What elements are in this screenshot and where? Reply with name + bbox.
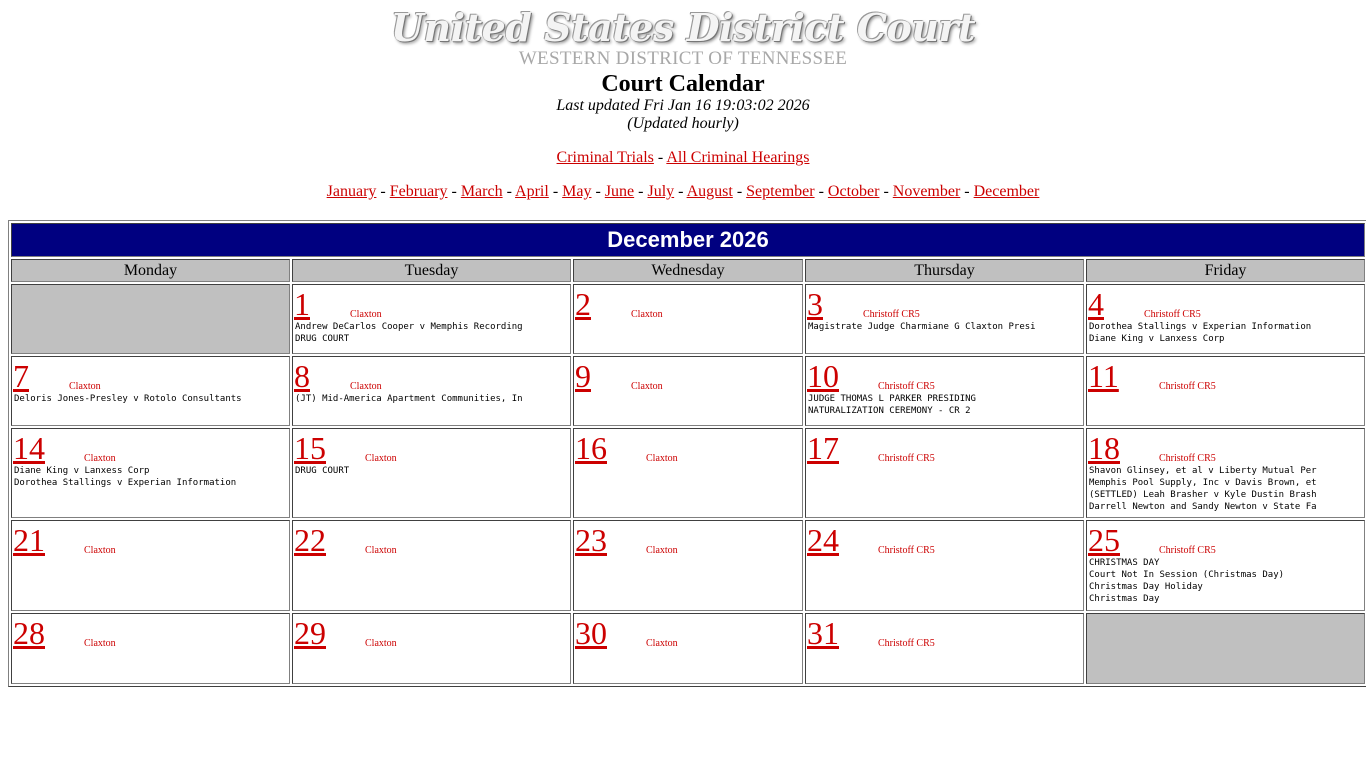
- judge-label: Claxton: [84, 453, 116, 464]
- event-list: [14, 393, 289, 405]
- day-cell: [573, 428, 803, 518]
- page-title: Court Calendar: [601, 71, 765, 97]
- event-item[interactable]: (JT) Mid-America Apartment Communities, In: [295, 394, 523, 404]
- day-cell: [1086, 356, 1365, 426]
- event-item[interactable]: Diane King v Lanxess Corp: [14, 466, 150, 476]
- calendar-week-row: [11, 356, 1365, 426]
- event-item[interactable]: DRUG COURT: [295, 466, 350, 476]
- link-separator: -: [653, 149, 667, 166]
- event-item[interactable]: Diane King v Lanxess Corp: [1089, 334, 1225, 344]
- day-cell: [573, 613, 803, 684]
- link-separator: -: [674, 183, 687, 200]
- judge-label: Claxton: [646, 453, 678, 464]
- link-separator: -: [376, 183, 390, 200]
- day-number-link[interactable]: 16: [575, 430, 607, 466]
- judge-label: Claxton: [646, 638, 678, 649]
- court-logo-title: United States District Court: [390, 5, 976, 50]
- day-cell: [11, 613, 290, 684]
- event-item[interactable]: Andrew DeCarlos Cooper v Memphis Recording: [295, 322, 523, 332]
- month-link-august[interactable]: August: [686, 183, 733, 200]
- judge-label: Claxton: [365, 453, 397, 464]
- day-cell: [11, 428, 290, 518]
- day-cell: [292, 428, 571, 518]
- month-link-may[interactable]: May: [562, 183, 592, 200]
- calendar-week-row: [11, 613, 1365, 684]
- judge-label: Claxton: [365, 545, 397, 556]
- judge-label: Claxton: [84, 545, 116, 556]
- judge-label: Christoff CR5: [878, 638, 935, 649]
- day-cell: [805, 613, 1084, 684]
- calendar-weeks: [11, 284, 1365, 684]
- weekday-friday: Friday: [1086, 259, 1365, 282]
- day-number-link[interactable]: 31: [807, 615, 839, 651]
- day-cell: [1086, 520, 1365, 611]
- weekday-monday: Monday: [11, 259, 290, 282]
- day-number-link[interactable]: 25: [1088, 522, 1120, 558]
- day-number-link[interactable]: 9: [575, 358, 591, 394]
- day-number-link[interactable]: 28: [13, 615, 45, 651]
- day-number-link[interactable]: 17: [807, 430, 839, 466]
- event-list: [808, 321, 1083, 333]
- empty-day-cell: [11, 284, 290, 354]
- judge-label: Christoff CR5: [863, 309, 920, 320]
- day-cell: [292, 613, 571, 684]
- event-list: [295, 465, 570, 477]
- day-number-link[interactable]: 30: [575, 615, 607, 651]
- day-number-link[interactable]: 24: [807, 522, 839, 558]
- day-number-link[interactable]: 8: [294, 358, 310, 394]
- day-number-link[interactable]: 29: [294, 615, 326, 651]
- link-separator: -: [502, 183, 516, 200]
- court-logo-subtitle: WESTERN DISTRICT OF TENNESSEE: [518, 48, 848, 69]
- last-updated: Last updated Fri Jan 16 19:03:02 2026: [556, 97, 810, 114]
- judge-label: Claxton: [631, 381, 663, 392]
- empty-day-cell: [1086, 613, 1365, 684]
- all-criminal-hearings-link[interactable]: All Criminal Hearings: [666, 149, 810, 166]
- judge-label: Claxton: [365, 638, 397, 649]
- event-item[interactable]: Magistrate Judge Charmiane G Claxton Presi: [808, 322, 1036, 332]
- day-number-link[interactable]: 21: [13, 522, 45, 558]
- day-number-link[interactable]: 15: [294, 430, 326, 466]
- event-item[interactable]: Dorothea Stallings v Experian Information: [14, 478, 237, 488]
- month-nav: [0, 183, 1366, 201]
- day-number-link[interactable]: 14: [13, 430, 45, 466]
- month-link-november[interactable]: November: [892, 183, 961, 200]
- event-item[interactable]: JUDGE THOMAS L PARKER PRESIDING: [808, 394, 976, 404]
- month-link-june[interactable]: June: [604, 183, 635, 200]
- event-item[interactable]: Darrell Newton and Sandy Newton v State Fa: [1089, 502, 1317, 512]
- day-cell: [573, 520, 803, 611]
- day-cell: [805, 520, 1084, 611]
- event-item[interactable]: Shavon Glinsey, et al v Liberty Mutual Per: [1089, 466, 1317, 476]
- day-cell: [573, 284, 803, 354]
- judge-label: Christoff CR5: [878, 381, 935, 392]
- day-cell: [573, 356, 803, 426]
- link-separator: -: [591, 183, 605, 200]
- page-header: [0, 0, 1366, 201]
- day-number-link[interactable]: 18: [1088, 430, 1120, 466]
- month-link-september[interactable]: September: [746, 183, 815, 200]
- judge-label: Claxton: [631, 309, 663, 320]
- event-item[interactable]: Court Not In Session (Christmas Day): [1089, 570, 1285, 580]
- calendar-week-row: [11, 428, 1365, 518]
- day-cell: [292, 356, 571, 426]
- event-item[interactable]: NATURALIZATION CEREMONY - CR 2: [808, 406, 971, 416]
- event-item[interactable]: Deloris Jones-Presley v Rotolo Consultants: [14, 394, 242, 404]
- event-list: [1089, 321, 1364, 345]
- calendar-week-row: [11, 520, 1365, 611]
- weekday-thursday: Thursday: [805, 259, 1084, 282]
- weekday-header-row: [11, 259, 1365, 282]
- event-item[interactable]: Christmas Day Holiday: [1089, 582, 1203, 592]
- judge-label: Christoff CR5: [1159, 381, 1216, 392]
- event-list: [14, 465, 289, 489]
- day-number-link[interactable]: 10: [807, 358, 839, 394]
- judge-label: Claxton: [69, 381, 101, 392]
- event-list: [295, 321, 570, 345]
- judge-label: Christoff CR5: [878, 453, 935, 464]
- day-number-link[interactable]: 1: [294, 286, 310, 322]
- day-number-link[interactable]: 22: [294, 522, 326, 558]
- link-separator: -: [548, 183, 563, 200]
- event-item[interactable]: DRUG COURT: [295, 334, 350, 344]
- month-link-october[interactable]: October: [827, 183, 880, 200]
- link-separator: -: [879, 183, 893, 200]
- day-cell: [805, 428, 1084, 518]
- day-cell: [805, 284, 1084, 354]
- event-item[interactable]: (SETTLED) Leah Brasher v Kyle Dustin Brash: [1089, 490, 1317, 500]
- month-link-december[interactable]: December: [973, 183, 1040, 200]
- judge-label: Christoff CR5: [1159, 545, 1216, 556]
- primary-links: [0, 149, 1366, 167]
- calendar-table: [8, 220, 1366, 687]
- calendar-week-row: [11, 284, 1365, 354]
- link-separator: -: [814, 183, 828, 200]
- judge-label: Claxton: [646, 545, 678, 556]
- day-cell: [292, 520, 571, 611]
- judge-label: Claxton: [350, 309, 382, 320]
- day-cell: [1086, 428, 1365, 518]
- month-link-july[interactable]: July: [647, 183, 675, 200]
- day-number-link[interactable]: 3: [807, 286, 823, 322]
- event-item[interactable]: Memphis Pool Supply, Inc v Davis Brown, et: [1089, 478, 1317, 488]
- link-separator: -: [447, 183, 461, 200]
- day-number-link[interactable]: 7: [13, 358, 29, 394]
- day-cell: [11, 520, 290, 611]
- month-link-march[interactable]: March: [460, 183, 503, 200]
- update-frequency-note: (Updated hourly): [627, 115, 739, 132]
- judge-label: Claxton: [84, 638, 116, 649]
- judge-label: Christoff CR5: [1144, 309, 1201, 320]
- month-link-january[interactable]: January: [326, 183, 377, 200]
- judge-label: Christoff CR5: [1159, 453, 1216, 464]
- link-separator: -: [732, 183, 747, 200]
- event-list: [295, 393, 570, 405]
- event-list: [808, 393, 1083, 417]
- day-cell: [292, 284, 571, 354]
- month-link-april[interactable]: April: [515, 183, 549, 200]
- day-cell: [11, 356, 290, 426]
- weekday-tuesday: Tuesday: [292, 259, 571, 282]
- event-item[interactable]: Christmas Day: [1089, 594, 1160, 604]
- event-list: [1089, 557, 1364, 605]
- day-number-link[interactable]: 4: [1088, 286, 1104, 322]
- link-separator: -: [634, 183, 648, 200]
- criminal-trials-link[interactable]: Criminal Trials: [556, 149, 654, 166]
- weekday-wednesday: Wednesday: [573, 259, 803, 282]
- day-number-link[interactable]: 23: [575, 522, 607, 558]
- judge-label: Claxton: [350, 381, 382, 392]
- event-item[interactable]: Dorothea Stallings v Experian Information: [1089, 322, 1312, 332]
- judge-label: Christoff CR5: [878, 545, 935, 556]
- day-number-link[interactable]: 2: [575, 286, 591, 322]
- day-cell: [1086, 284, 1365, 354]
- calendar-month-title: December 2026: [11, 223, 1365, 257]
- link-separator: -: [960, 183, 974, 200]
- event-item[interactable]: CHRISTMAS DAY: [1089, 558, 1160, 568]
- month-link-february[interactable]: February: [389, 183, 448, 200]
- day-number-link[interactable]: 11: [1088, 358, 1119, 394]
- day-cell: [805, 356, 1084, 426]
- event-list: [1089, 465, 1364, 513]
